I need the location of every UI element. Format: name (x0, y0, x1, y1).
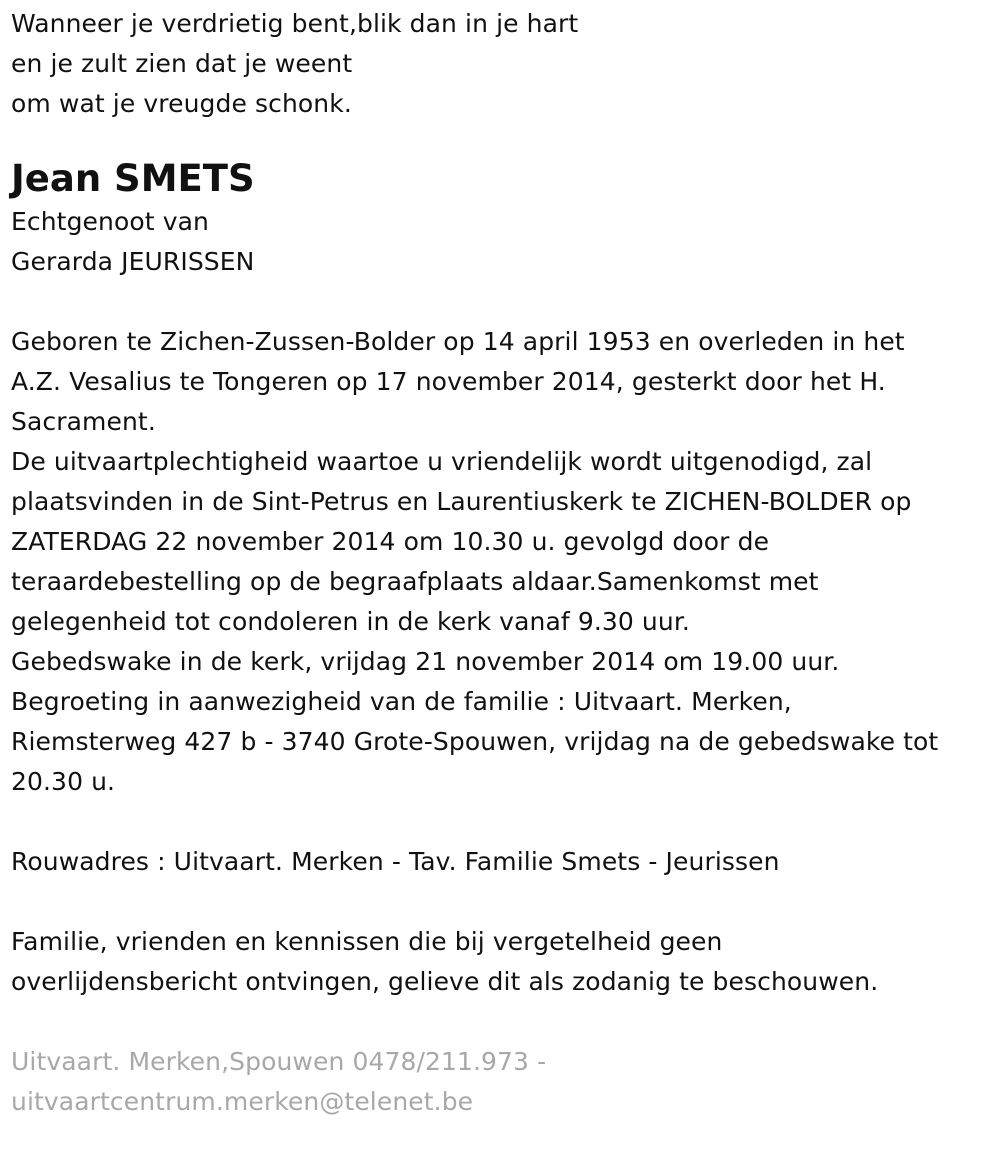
spacer (11, 1002, 991, 1042)
body-line: ZATERDAG 22 november 2014 om 10.30 u. gevolgd door de (11, 527, 770, 556)
poem-line: Wanneer je verdrietig bent,blik dan in je hart (11, 9, 579, 38)
spouse-line: Gerarda JEURISSEN (11, 247, 255, 276)
poem-line: en je zult zien dat je weent (11, 49, 353, 78)
body-line: 20.30 u. (11, 767, 116, 796)
spacer (11, 882, 991, 922)
poem-line: om wat je vreugde schonk. (11, 89, 352, 118)
body-line: De uitvaartplechtigheid waartoe u vriendelijk wordt uitgenodigd, zal (11, 447, 873, 476)
notice (11, 922, 991, 1002)
spouse-line: Echtgenoot van (11, 207, 209, 236)
spouse-info (11, 202, 991, 282)
body-line: Riemsterweg 427 b - 3740 Grote-Spouwen, vrijdag na de gebedswake tot (11, 727, 939, 756)
body-line: Gebedswake in de kerk, vrijdag 21 november 2014 om 19.00 uur. (11, 647, 840, 676)
notice-line: overlijdensbericht ontvingen, gelieve dit als zodanig te beschouwen. (11, 967, 879, 996)
spacer (11, 802, 991, 842)
obituary-notice (11, 4, 991, 1122)
mourning-address: Rouwadres : Uitvaart. Merken - Tav. Familie Smets - Jeurissen (11, 847, 780, 876)
contact-line: Uitvaart. Merken,Spouwen 0478/211.973 - (11, 1047, 547, 1076)
body-line: Geboren te Zichen-Zussen-Bolder op 14 april 1953 en overleden in het (11, 327, 905, 356)
spacer (11, 282, 991, 322)
body-line: Sacrament. (11, 407, 156, 436)
body-line: teraardebestelling op de begraafplaats aldaar.Samenkomst met (11, 567, 819, 596)
funeral-home-contact (11, 1042, 991, 1122)
body-line: A.Z. Vesalius te Tongeren op 17 november 2014, gesterkt door het H. (11, 367, 886, 396)
deceased-name: Jean SMETS (11, 157, 255, 200)
body-line: Begroeting in aanwezigheid van de familie : Uitvaart. Merken, (11, 687, 792, 716)
notice-line: Familie, vrienden en kennissen die bij vergetelheid geen (11, 927, 723, 956)
obituary-body (11, 322, 991, 802)
contact-email: uitvaartcentrum.merken@telenet.be (11, 1087, 474, 1116)
body-line: plaatsvinden in de Sint-Petrus en Laurentiuskerk te ZICHEN-BOLDER op (11, 487, 912, 516)
poem (11, 4, 991, 124)
body-line: gelegenheid tot condoleren in de kerk vanaf 9.30 uur. (11, 607, 690, 636)
